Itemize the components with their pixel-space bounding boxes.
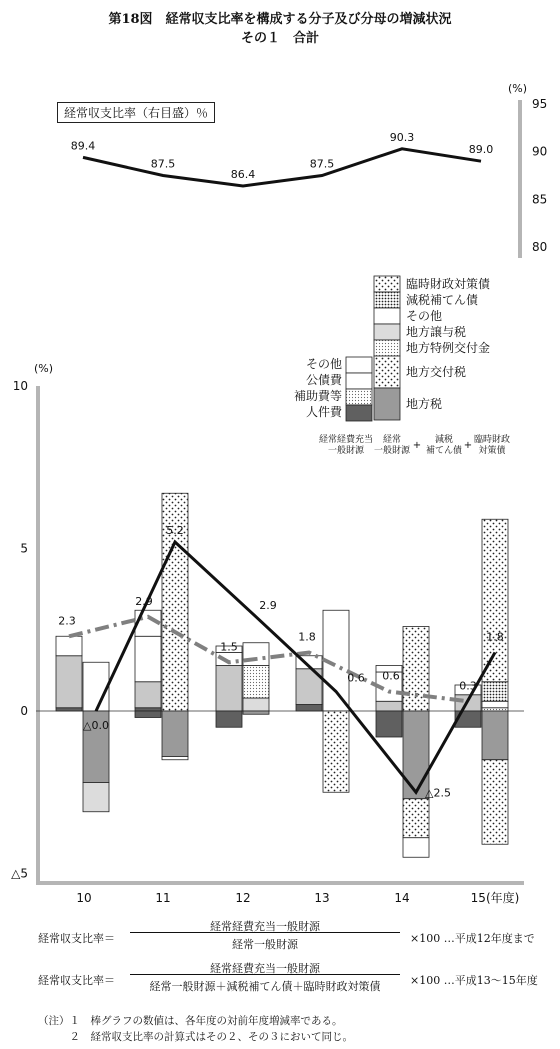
ratio-value-label: 89.0 xyxy=(468,143,494,157)
legend-left-label: 公債費 xyxy=(305,373,342,387)
formula2-numerator: 経常経費充当一般財源 xyxy=(210,962,320,975)
denominator-bar-segment xyxy=(83,662,109,711)
formula2-bar xyxy=(130,974,400,975)
numerator-bar-segment xyxy=(376,701,402,711)
series-general-label: 2.9 xyxy=(135,594,153,608)
numerator-bar-segment xyxy=(216,711,242,727)
right-axis-tick: 95 xyxy=(532,97,548,111)
x-axis-label: 11 xyxy=(155,891,171,905)
legend-left-label: 補助費等 xyxy=(293,389,342,403)
right-axis-unit: (%) xyxy=(508,82,528,95)
denominator-bar-segment xyxy=(403,627,429,712)
legend-plus: + xyxy=(412,440,422,451)
legend-left-label: その他 xyxy=(305,357,342,371)
series-total-label: 1.8 xyxy=(486,630,504,644)
left-axis-tick: △5 xyxy=(11,866,28,881)
denominator-bar-segment xyxy=(403,838,429,858)
legend-right-label: 地方特例交付金 xyxy=(406,341,491,355)
numerator-bar-segment xyxy=(296,705,322,712)
series-general-label: 0.6 xyxy=(382,669,400,683)
series-general-label: 1.5 xyxy=(220,640,238,654)
series-total-label: 0.6 xyxy=(347,671,365,685)
denominator-bar-segment xyxy=(243,666,269,699)
denominator-bar-segment xyxy=(162,757,188,760)
series-total-label: 5.2 xyxy=(166,524,184,537)
legend-right-label: 減税補てん債 xyxy=(406,293,479,307)
right-axis-tick: 90 xyxy=(532,144,548,159)
legend-left-swatch xyxy=(346,357,372,373)
legend-right-caption: 補てん債 xyxy=(425,446,463,456)
legend-left-swatch xyxy=(346,373,372,389)
numerator-bar-segment xyxy=(135,708,161,711)
series-general-label: 2.3 xyxy=(58,614,76,628)
formula1-denominator: 経常一般財源 xyxy=(232,938,298,951)
legend-right-caption: 臨時財政 xyxy=(473,435,511,445)
x-axis-label: 12 xyxy=(235,891,251,905)
legend-right-caption: 減税 xyxy=(434,435,454,445)
legend-right-label: 地方譲与税 xyxy=(406,325,467,339)
note-2: ２ 経常収支比率の計算式はその２、その３において同じ。 xyxy=(38,1031,353,1043)
legend-right-label: 臨時財政対策債 xyxy=(406,277,491,291)
numerator-bar-segment xyxy=(56,708,82,711)
series-total-label: 2.9 xyxy=(259,598,277,612)
formula1-lhs: 経常収支比率＝ xyxy=(38,932,115,945)
formula2-denominator: 経常一般財源＋減税補てん債＋臨時財政対策債 xyxy=(149,980,381,993)
denominator-bar-segment xyxy=(482,682,508,702)
denominator-bar-segment xyxy=(482,701,508,708)
right-axis-tick: 80 xyxy=(532,240,548,254)
left-axis-tick: 0 xyxy=(20,704,28,718)
denominator-bar-segment xyxy=(323,711,349,792)
legend-left-caption: 一般財源 xyxy=(327,446,365,456)
formula2-lhs: 経常収支比率＝ xyxy=(38,974,115,987)
series-general-label: 1.8 xyxy=(298,630,316,644)
legend-right-swatch xyxy=(374,292,400,308)
legend-right-caption: 経常 xyxy=(382,435,402,445)
note-1: （注）１ 棒グラフの数値は、各年度の対前年度増減率である。 xyxy=(38,1015,343,1027)
legend-right-caption: 対策債 xyxy=(478,446,506,456)
legend-right-label: 地方税 xyxy=(406,397,443,411)
legend-right-swatch xyxy=(374,388,400,420)
series-general-label: 0.3 xyxy=(459,679,477,693)
numerator-bar-segment xyxy=(216,666,242,712)
legend-right-label: その他 xyxy=(406,309,443,323)
denominator-bar-segment xyxy=(243,698,269,711)
formula1-numerator: 経常経費充当一般財源 xyxy=(210,920,320,933)
denominator-bar-segment xyxy=(482,711,508,760)
formula2-rhs: ×100 …平成13～15年度 xyxy=(410,974,538,987)
denominator-bar-segment xyxy=(482,760,508,845)
series-total-label: △2.5 xyxy=(425,786,451,800)
ratio-value-label: 90.3 xyxy=(389,130,415,144)
x-axis-label: 13 xyxy=(314,891,330,905)
legend-right-swatch xyxy=(374,324,400,340)
chart-title-line1: 第18図 経常収支比率を構成する分子及び分母の増減状況 xyxy=(108,12,452,27)
ratio-label-box: 経常収支比率（右目盛）％ xyxy=(57,102,215,123)
legend-left-label: 人件費 xyxy=(305,405,342,419)
x-axis-label: 10 xyxy=(76,891,92,905)
chart-title-line2: その１ 合計 xyxy=(240,31,319,46)
legend-left-swatch xyxy=(346,389,372,405)
left-axis-unit: (%) xyxy=(34,362,54,375)
numerator-bar-segment xyxy=(135,682,161,708)
legend-right-swatch xyxy=(374,276,400,292)
x-axis-label: 14 xyxy=(394,891,410,905)
left-axis-tick: 10 xyxy=(12,379,28,393)
legend-right-swatch xyxy=(374,340,400,356)
formula1-bar xyxy=(130,932,400,933)
numerator-bar-segment xyxy=(135,636,161,682)
legend-left-swatch xyxy=(346,405,372,421)
right-axis-tick: 85 xyxy=(532,192,548,207)
denominator-bar-segment xyxy=(243,711,269,714)
legend-right-swatch xyxy=(374,308,400,324)
ratio-value-label: 89.4 xyxy=(70,139,96,153)
x-axis-label: 15(年度) xyxy=(470,891,520,905)
legend-left-caption: 経常経費充当 xyxy=(318,435,374,445)
ratio-value-label: 87.5 xyxy=(309,157,335,171)
denominator-bar-segment xyxy=(482,708,508,711)
ratio-value-label: 86.4 xyxy=(230,167,256,181)
ratio-value-label: 87.5 xyxy=(150,157,176,171)
denominator-bar-segment xyxy=(162,711,188,757)
formula1-rhs: ×100 …平成12年度まで xyxy=(410,932,535,945)
numerator-bar-segment xyxy=(135,711,161,718)
legend-right-swatch xyxy=(374,356,400,388)
legend-plus: + xyxy=(463,440,473,451)
numerator-bar-segment xyxy=(376,711,402,737)
legend-right-caption: 一般財源 xyxy=(373,446,411,456)
denominator-bar-segment xyxy=(482,519,508,682)
denominator-bar-segment xyxy=(403,799,429,838)
legend-right-label: 地方交付税 xyxy=(406,365,467,379)
numerator-bar-segment xyxy=(56,636,82,656)
series-total-label: △0.0 xyxy=(83,719,109,732)
left-axis-tick: 5 xyxy=(20,541,28,556)
denominator-bar-segment xyxy=(83,783,109,812)
numerator-bar-segment xyxy=(56,656,82,708)
ratio-line xyxy=(83,149,481,186)
